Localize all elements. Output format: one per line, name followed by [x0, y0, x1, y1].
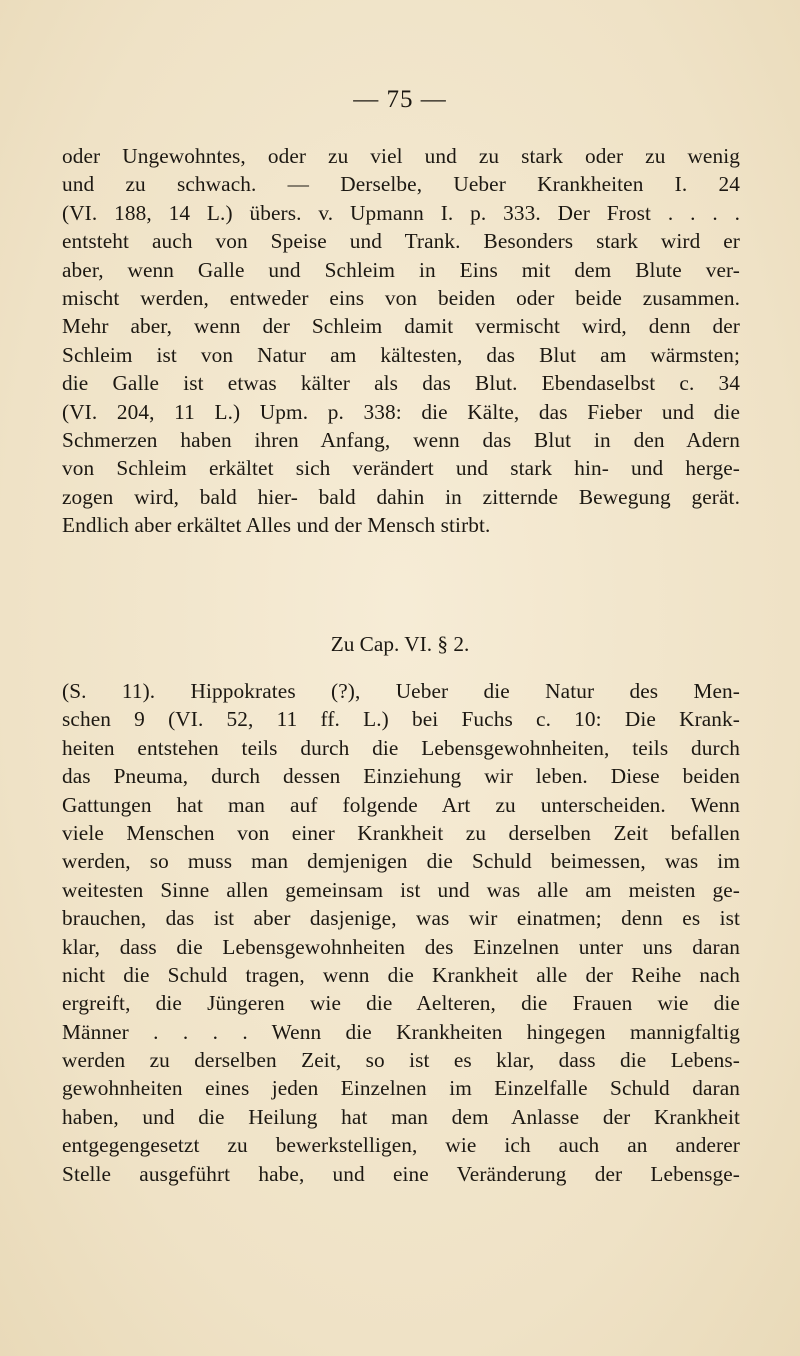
text-line: entsteht auch von Speise und Trank. Besonders stark wird er: [62, 229, 740, 254]
paragraph-upper: [62, 142, 740, 539]
text-line: ergreift, die Jüngeren wie die Aelteren, die Frauen wie die: [62, 991, 740, 1016]
text-line: (VI. 188, 14 L.) übers. v. Upmann I. p. 333. Der Frost . . . .: [62, 200, 740, 225]
page-number: — 75 —: [353, 86, 447, 113]
text-line: mischt werden, entweder eins von beiden oder beide zusammen.: [62, 285, 740, 310]
text-line: weitesten Sinne allen gemeinsam ist und was alle am meisten ge-: [62, 877, 740, 902]
text-line: aber, wenn Galle und Schleim in Eins mit dem Blute ver-: [62, 257, 740, 282]
text-line: brauchen, das ist aber dasjenige, was wir einatmen; denn es ist: [62, 906, 740, 931]
text-line: die Galle ist etwas kälter als das Blut. Ebendaselbst c. 34: [62, 371, 740, 396]
text-line: und zu schwach. — Derselbe, Ueber Krankheiten I. 24: [62, 172, 740, 197]
text-line: heiten entstehen teils durch die Lebensgewohnheiten, teils durch: [62, 735, 740, 760]
text-line: das Pneuma, durch dessen Einziehung wir leben. Diese beiden: [62, 764, 740, 789]
text-line: haben, und die Heilung hat man dem Anlasse der Krankheit: [62, 1104, 740, 1129]
text-line: schen 9 (VI. 52, 11 ff. L.) bei Fuchs c. 10: Die Krank-: [62, 707, 740, 732]
text-line: Gattungen hat man auf folgende Art zu unterscheiden. Wenn: [62, 792, 740, 817]
paragraph-lower: [62, 677, 740, 1188]
text-line: nicht die Schuld tragen, wenn die Krankheit alle der Reihe nach: [62, 962, 740, 987]
text-line: Schleim ist von Natur am kältesten, das Blut am wärmsten;: [62, 342, 740, 367]
text-line: klar, dass die Lebensgewohnheiten des Einzelnen unter uns daran: [62, 934, 740, 959]
text-line: (S. 11). Hippokrates (?), Ueber die Natur des Men-: [62, 679, 740, 703]
text-line: Endlich aber erkältet Alles und der Mensch stirbt.: [62, 513, 491, 538]
text-line: Stelle ausgeführt habe, und eine Veränderung der Lebensge-: [62, 1161, 740, 1186]
text-line: werden zu derselben Zeit, so ist es klar, dass die Lebens-: [62, 1048, 740, 1073]
text-line: (VI. 204, 11 L.) Upm. p. 338: die Kälte, das Fieber und die: [62, 399, 740, 424]
text-line: Männer . . . . Wenn die Krankheiten hingegen mannigfaltig: [62, 1019, 740, 1044]
text-line: werden, so muss man demjenigen die Schuld beimessen, was im: [62, 849, 740, 874]
text-line: Mehr aber, wenn der Schleim damit vermischt wird, denn der: [62, 314, 740, 339]
text-line: viele Menschen von einer Krankheit zu derselben Zeit befallen: [62, 820, 740, 845]
text-line: gewohnheiten eines jeden Einzelnen im Einzelfalle Schuld daran: [62, 1076, 740, 1101]
section-heading: Zu Cap. VI. § 2.: [330, 632, 470, 656]
text-line: von Schleim erkältet sich verändert und stark hin- und herge-: [62, 456, 740, 481]
text-line: oder Ungewohntes, oder zu viel und zu stark oder zu wenig: [62, 144, 740, 168]
text-line: Schmerzen haben ihren Anfang, wenn das Blut in den Adern: [62, 427, 740, 452]
text-line: entgegengesetzt zu bewerkstelligen, wie ich auch an anderer: [62, 1133, 740, 1158]
text-line: zogen wird, bald hier- bald dahin in zitternde Bewegung gerät.: [62, 484, 740, 509]
